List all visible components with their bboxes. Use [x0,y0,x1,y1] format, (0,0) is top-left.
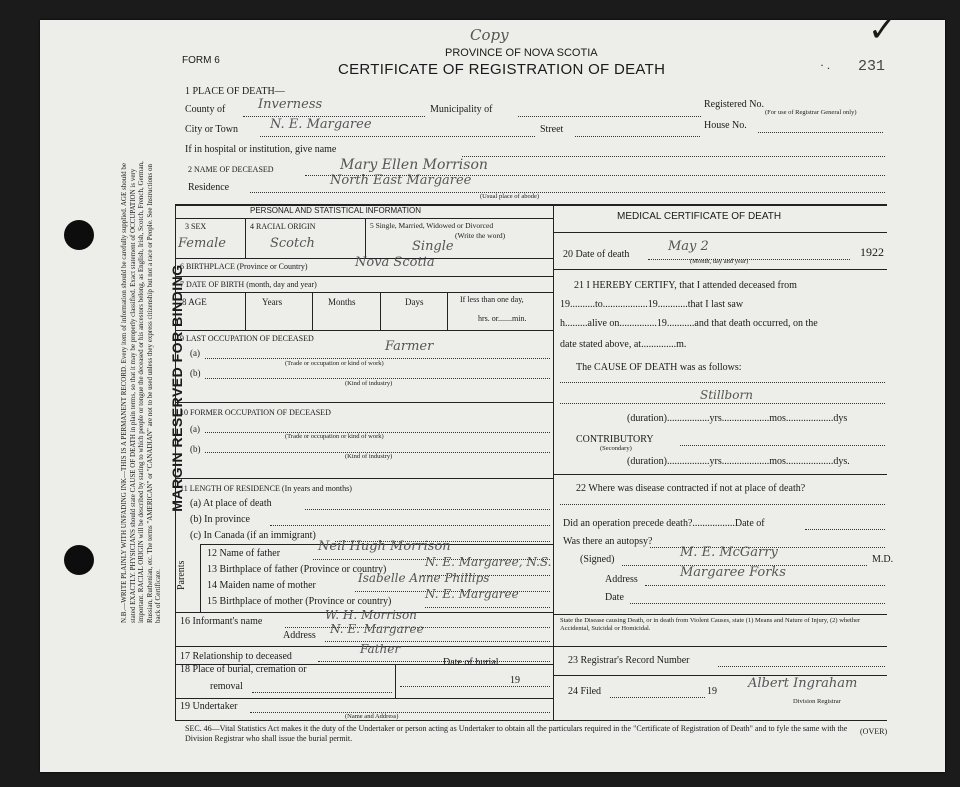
registrar-record-label: 23 Registrar's Record Number [568,655,690,666]
hrs-min-label: hrs. or.......min. [478,314,527,323]
over-label: (OVER) [860,727,888,736]
occ-a-label: (a) [190,348,200,358]
province-heading: PROVINCE OF NOVA SCOTIA [445,47,598,59]
in-canada-label: (c) In Canada (if an immigrant) [190,530,316,541]
occ-b-label: (b) [190,368,201,378]
registered-no-label: Registered No. [704,99,764,110]
footer-text: SEC. 46—Vital Statistics Act makes it the duty of the Undertaker or person acting as Undertaker to obtain all the particulars required in the "Certificate of Registration of Death" and to fyle the same with the Division Registrar who shall issue the burial permit. [185,724,848,743]
birthplace-label: 6 BIRTHPLACE (Province or Country) [180,262,308,271]
county-label: County of [185,104,226,115]
occ-a2-label: (a) [190,424,200,434]
duration-2: (duration).................yrs...................mos...................dys. [627,456,850,467]
burial-place-label: 18 Place of burial, cremation or [180,664,307,675]
instruction-note: N.B.—WRITE PLAINLY WITH UNFADING INK—THIS IS A PERMANENT RECORD. Every item of information should be carefully supplied. AGE should be stated EXACTLY. PHYSICIANS should state CAUSE OF DEATH in plain terms, so that it may be properly classified. Exact statement of OCCUPATION is very important. RACIAL ORIGIN will be described by stating to which people or tongue the deceased or his ancestors belong, as English, Irish, Scotch, French, German, Russian, Ruthenian, etc. The terms "AMERICAN" or "CANADIAN" are not to be used unless they express citizenship but not a race or People. See Instructions on back of Certificate. [120,161,162,623]
days-label: Days [405,297,424,307]
burial-year: 19 [510,675,520,686]
city-label: City or Town [185,124,239,135]
certify-line-2: 19..........to..................19............that I last saw [560,299,744,310]
informant-address: N. E. Margaree [330,622,424,636]
form-number: FORM 6 [182,55,220,66]
city-value: N. E. Margaree [270,117,372,132]
md-label: M.D. [872,554,894,565]
deceased-name-label: 2 NAME OF DECEASED [188,165,274,174]
certify-line-4: date stated above, at..............m. [560,339,687,350]
trade-note: (Trade or occupation or kind of work) [285,360,384,367]
q22-label: 22 Where was disease contracted if not at place of death? [576,483,806,494]
certify-line-3: h.........alive on...............19...........and that death occurred, on the [560,318,818,329]
year-of-death: 1922 [860,245,884,259]
former-occupation-label: 10 FORMER OCCUPATION OF DECEASED [180,408,331,417]
street-label: Street [540,124,564,135]
at-place-label: (a) At place of death [190,498,272,509]
less-than-day-label: If less than one day, [460,295,524,304]
registrar-title: Division Registrar [793,698,841,705]
contributory-label: CONTRIBUTORY [576,434,654,445]
status-note: (Write the word) [455,231,506,240]
filed-year: 19 [707,686,717,697]
mother-name-label: 14 Maiden name of mother [207,580,316,591]
signed-label: (Signed) [580,554,615,565]
secondary-note: (Secondary) [600,445,632,452]
occ-b2-label: (b) [190,444,201,454]
physician-address: Margaree Forks [680,565,786,580]
father-name-label: 12 Name of father [207,548,281,559]
relationship-label: 17 Relationship to deceased [180,651,292,662]
municipality-label: Municipality of [430,104,493,115]
removal-label: removal [210,681,243,692]
age-label: 8 AGE [182,297,207,307]
status-value: Single [412,239,454,254]
certificate-title: CERTIFICATE OF REGISTRATION OF DEATH [338,61,666,78]
residence-value: North East Margaree [330,173,472,188]
father-birthplace-label: 13 Birthplace of father (Province or country) [207,564,387,575]
physician-address-label: Address [605,574,638,585]
last-occupation-label: 9 LAST OCCUPATION OF DECEASED [180,334,314,343]
in-province-label: (b) In province [190,514,250,525]
birthplace-value: Nova Scotia [355,255,435,270]
physician-signature: M. E. McGarry [680,545,778,560]
date-of-death: May 2 [668,239,709,254]
medical-header: MEDICAL CERTIFICATE OF DEATH [617,211,782,222]
state-disease-note: State the Disease causing Death, or in death from Violent Causes, state (1) Means and Nature of Injury, (2) whether Accidental, Suicidal or Homicidal. [560,617,861,632]
date-signed-label: Date [605,592,624,603]
sex-value: Female [178,236,226,251]
mother-birthplace-label: 15 Birthplace of mother (Province or country) [207,596,392,607]
undertaker-label: 19 Undertaker [180,701,238,712]
father-name: Neil Hugh Morrison [318,539,451,554]
stamp-dots: · . [820,58,830,72]
industry-note-2: (Kind of industry) [345,453,393,460]
race-label: 4 RACIAL ORIGIN [250,222,316,231]
mother-name: Isabelle Anne Phillips [358,571,490,585]
binding-hole-bottom [64,545,94,575]
parents-side-label: Parents [176,560,187,590]
months-label: Months [328,297,356,307]
hospital-label: If in hospital or institution, give name [185,144,337,155]
cause-value: Stillborn [700,388,753,402]
race-value: Scotch [270,236,315,251]
sex-label: 3 SEX [185,222,207,231]
place-of-death-label: 1 PLACE OF DEATH— [185,86,285,97]
mother-birthplace: N. E. Margaree [425,587,519,601]
informant-label: 16 Informant's name [180,616,263,627]
residence-note: (Usual place of abode) [480,193,540,200]
last-occupation-value: Farmer [385,339,434,354]
registered-no-note: (For use of Registrar General only) [765,109,857,116]
house-no-label: House No. [704,120,747,131]
registrar-signature: Albert Ingraham [748,676,858,691]
date-note: (Month, day and year) [690,258,749,265]
father-birthplace: N. E. Margaree, N.S. [425,555,552,569]
certificate-number: 231 [858,58,886,75]
cause-label: The CAUSE OF DEATH was as follows: [576,362,742,373]
county-value: Inverness [258,97,323,112]
trade-note-2: (Trade or occupation or kind of work) [285,433,384,440]
industry-note: (Kind of industry) [345,380,393,387]
personal-header: PERSONAL AND STATISTICAL INFORMATION [250,206,421,215]
relationship-value: Father [360,642,401,656]
residence-length-label: 11 LENGTH OF RESIDENCE (In years and months) [180,484,352,493]
margin-title: MARGIN RESERVED FOR BINDING [168,264,185,512]
copy-annotation: Copy [470,26,509,44]
binding-hole-top [64,220,94,250]
burial-date-label: Date of burial [443,657,499,668]
autopsy-label: Was there an autopsy? [563,536,653,547]
status-label: 5 Single, Married, Widowed or Divorced [370,221,494,230]
filed-label: 24 Filed [568,686,602,697]
informant-name: W. H. Morrison [325,608,417,622]
residence-label: Residence [188,182,230,193]
operation-label: Did an operation precede death?.................Date of [563,518,765,529]
duration-1: (duration).................yrs...................mos...................dys [627,413,848,424]
check-mark-icon: ✓ [868,10,897,50]
informant-address-label: Address [283,630,316,641]
certify-line-1: 21 I HEREBY CERTIFY, that I attended deceased from [574,280,797,291]
deceased-name: Mary Ellen Morrison [340,157,488,173]
dob-label: 7 DATE OF BIRTH (month, day and year) [180,280,317,289]
undertaker-note: (Name and Address) [345,713,399,720]
years-label: Years [262,297,283,307]
date-of-death-label: 20 Date of death [563,249,630,260]
